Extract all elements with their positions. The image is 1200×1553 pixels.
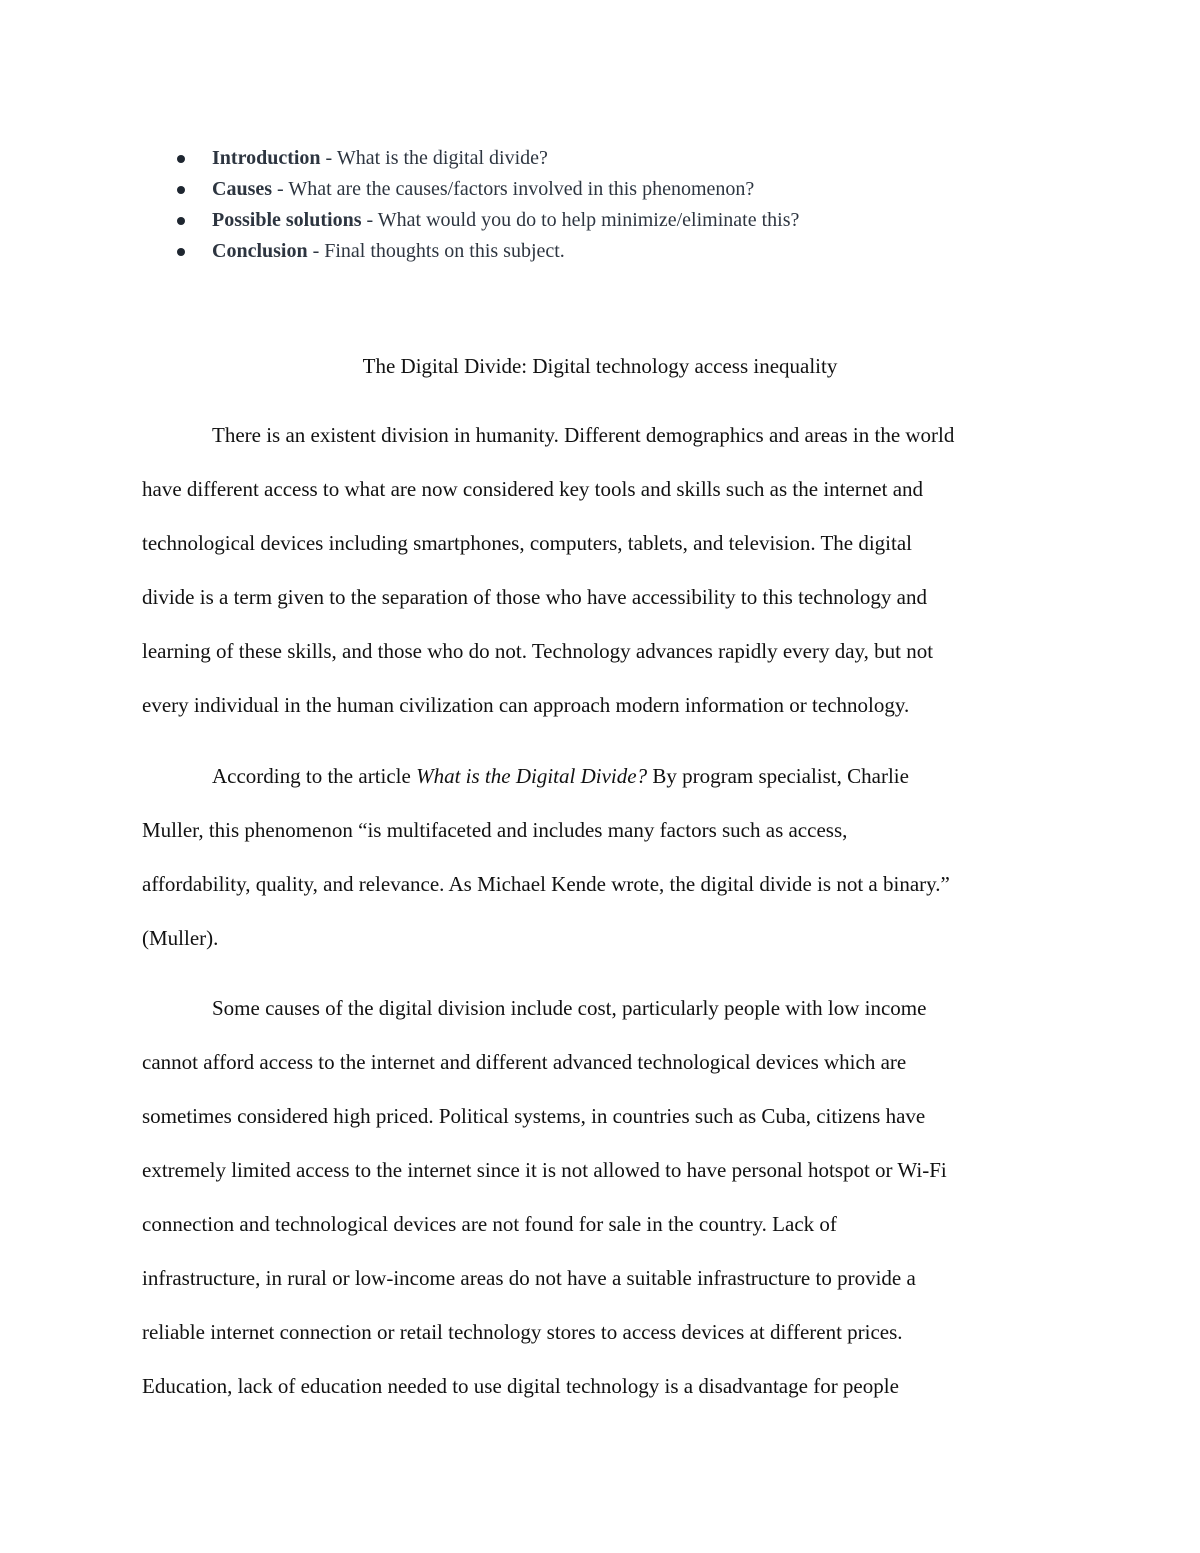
text-line: Muller, this phenomenon “is multifaceted and includes many factors such as access,: [142, 818, 848, 842]
paragraph-3: [142, 981, 1062, 1413]
text-segment: According to the article: [212, 764, 417, 788]
text-line: sometimes considered high priced. Political systems, in countries such as Cuba, citizens have: [142, 1104, 926, 1128]
outline-text: - Final thoughts on this subject.: [307, 240, 565, 262]
paragraph-2: [142, 749, 1062, 965]
outline-label: Introduction: [212, 147, 321, 169]
text-line: technological devices including smartphones, computers, tablets, and television. The digital: [142, 531, 913, 555]
outline-label: Conclusion: [212, 240, 308, 262]
text-line: [142, 749, 1062, 803]
article-title: What is the Digital Divide?: [416, 764, 648, 788]
outline-item: [170, 174, 799, 205]
text-line: (Muller).: [142, 926, 219, 950]
outline-label: Causes: [212, 178, 273, 200]
outline-item: [170, 236, 799, 267]
text-segment: By program specialist, Charlie: [647, 764, 909, 788]
text-line: There is an existent division in humanity. Different demographics and areas in the world: [212, 423, 955, 447]
essay-title: The Digital Divide: Digital technology access inequality: [362, 354, 838, 378]
text-line: infrastructure, in rural or low-income areas do not have a suitable infrastructure to provide a: [142, 1266, 916, 1290]
bullet-icon: [177, 186, 185, 194]
outline-label: Possible solutions: [212, 209, 362, 231]
text-line: extremely limited access to the internet since it is not allowed to have personal hotspot or Wi-Fi: [142, 1158, 947, 1182]
text-line: have different access to what are now considered key tools and skills such as the internet and: [142, 477, 924, 501]
text-line: connection and technological devices are not found for sale in the country. Lack of: [142, 1212, 837, 1236]
bullet-icon: [177, 155, 185, 163]
outline-list: [170, 143, 799, 267]
bullet-icon: [177, 217, 185, 225]
outline-item: [170, 205, 799, 236]
outline-text: - What is the digital divide?: [320, 147, 548, 169]
text-line: Education, lack of education needed to use digital technology is a disadvantage for people: [142, 1374, 899, 1398]
text-line: cannot afford access to the internet and different advanced technological devices which are: [142, 1050, 907, 1074]
outline-item: [170, 143, 799, 174]
outline-text: - What would you do to help minimize/eliminate this?: [361, 209, 800, 231]
text-line: Some causes of the digital division include cost, particularly people with low income: [212, 996, 927, 1020]
bullet-icon: [177, 248, 185, 256]
text-line: learning of these skills, and those who do not. Technology advances rapidly every day, but not: [142, 639, 934, 663]
outline-text: - What are the causes/factors involved in this phenomenon?: [272, 178, 755, 200]
text-line: every individual in the human civilization can approach modern information or technology.: [142, 693, 910, 717]
paragraph-1: [142, 408, 1062, 732]
text-line: reliable internet connection or retail technology stores to access devices at different prices.: [142, 1320, 903, 1344]
text-line: affordability, quality, and relevance. As Michael Kende wrote, the digital divide is not a binary.”: [142, 872, 950, 896]
text-line: divide is a term given to the separation of those who have accessibility to this technology and: [142, 585, 927, 609]
